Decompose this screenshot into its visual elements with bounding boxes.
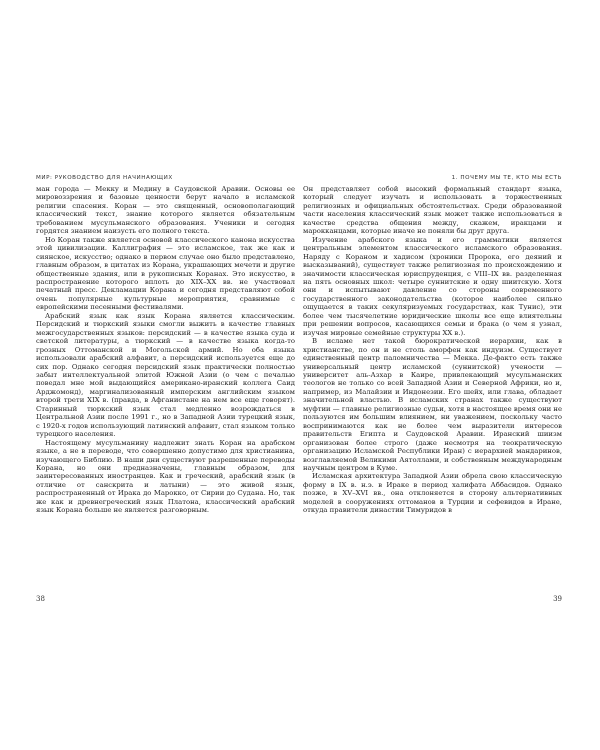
- page-body: [36, 185, 295, 515]
- right-page: [303, 0, 562, 750]
- running-header: 1. ПОЧЕМУ МЫ ТЕ, КТО МЫ ЕСТЬ: [451, 175, 562, 181]
- paragraph: Настоящему мусульманину надлежит знать Коран на арабском языке, а не в переводе, что совершенно допустимо для христианина, изучающего Библию. В наши дни существуют разрешенные переводы Корана, но они предназначены, главным образом, для заинтересованных иностранцев. Как и греческий, арабский язык (в отличие от санскрита и латыни) — это живой язык, распространенный от Ирака до Марокко, от Сирии до Судана. Но, так же как и древнегреческий язык Платона, классический арабский язык Корана больше не является разговорным.: [36, 438, 295, 515]
- running-header: МИР: РУКОВОДСТВО ДЛЯ НАЧИНАЮЩИХ: [36, 175, 173, 181]
- paragraph: Изучение арабского языка и его грамматики является центральным элементом классического исламского образования. Наряду с Кораном и хадисом (хроники Пророка, его деяний и высказываний), существует также религиозная по происхождению и значимости классическая юриспруденция, с VIII–IX вв. разделенная на пять основных школ: четыре суннитские и одну шиитскую. Хотя они и испытывают давление со стороны современного государственного законодательства (которое наиболее сильно ощущается в таких секуляризуемых государствах, как Тунис), эти более чем тысячелетние юридические школы все еще влиятельны при решении вопросов, касающихся семьи и брака (о чем я узнал, изучая мировые семейные структуры XX в.).: [303, 235, 562, 337]
- paragraph: В исламе нет такой бюрократической иерархии, как в христианстве, по он и не столь аморфен как индуизм. Существует единственный центр паломничества — Мекка. Де-факто есть также универсальный центр исламской (суннитской) учености — университет аль-Азхар в Каире, привлекающий мусульманских теологов не только со всей Западной Азии и Северной Африки, но и, например, из Малайзии и Индонезии. Его шейх, или глава, обладает значительной властью. В исламских странах также существуют муфтии — главные религиозные судьи, хотя в настоящее время они не пользуются им большим влиянием, ни уважением, поскольку часто воспринимаются как не более чем выразители интересов правительств Египта и Саудовской Аравии. Иранский шиизм организован более строго (даже несмотря на теократическую организацию Исламской Республики Иран) с иерархией мандаринов, возглавляемой Великими Аятоллами, и собственным международным научным центром в Куме.: [303, 337, 562, 472]
- page-body: [303, 185, 562, 515]
- paragraph: Исламская архитектура Западной Азии обрела свою классическую форму в IX в. н.э. в Ираке в период халифата Аббасидов. Однако позже, в XV–XVI вв., она отклоняется в сторону альтернативных моделей в сооружениях оттоманов в Турции и сефевидов в Иране, откуда правители династии Тимуридов в: [303, 472, 562, 515]
- paragraph: ман города — Мекку и Медину в Саудовской Аравии. Основы ее мировоззрения и базовые ценности берут начало в исламской религии спасения. Коран — это священный, основополагающий классический текст, знание которого является обязательным требованием мусульманского образования. Ученики и сегодня гордятся знанием наизусть его полного текста.: [36, 185, 295, 236]
- paragraph: Арабский язык как язык Корана является классическим. Персидский и тюркский языки смогли выжить в качестве главных межгосударственных языков: персидский — в качестве языка суда и светской литературы, а тюркский — в качестве языка когда-то грозных Оттоманской и Могольской армий. Но оба языка использовали арабский алфавит, а персидский используется еще до сих пор. Однако сегодня персидский язык практически полностью забыт интеллектуальной элитой Южной Азии (о чем с печалью поведал мне мой выдающийся американо-иранский коллега Саид Арджомонд), маргинализованный имперским английским языком второй трети XIX в. (правда, в Афганистане на нем все еще говорят). Старинный тюркский язык стал медленно возрождаться в Центральной Азии после 1991 г., но в Западной Азии турецкий язык, с 1920-х годов использующий латинский алфавит, стал языком только турецкого населения.: [36, 311, 295, 439]
- page-number: 38: [36, 595, 45, 603]
- left-page: [36, 0, 295, 750]
- paragraph: Он представляет собой высокий формальный стандарт языка, который следует изучать и использовать в торжественных религиозных и официальных обстоятельствах. Среди образованной части населения классический язык может также использоваться в качестве средства общения между, скажем, иракцами и марокканцами, которые иначе не поняли бы друг друга.: [303, 185, 562, 236]
- page-number: 39: [553, 595, 562, 603]
- paragraph: Но Коран также является основой классического канона искусства этой цивилизации. Каллиграфия — это исламское, так же как и сиянское, искусство; однако в первом случае оно было представлено, главным образом, в цитатах из Корана, украшающих мечети и другие общественные здания, или в рукописных Коранах. Это искусство, в распространение которого вплоть до XIX–XX вв. не участвовал печатный пресс. Декламации Корана и сегодня представляют собой очень популярные культурные мероприятия, сравнимые с европейскими песенными фестивалями.: [36, 235, 295, 312]
